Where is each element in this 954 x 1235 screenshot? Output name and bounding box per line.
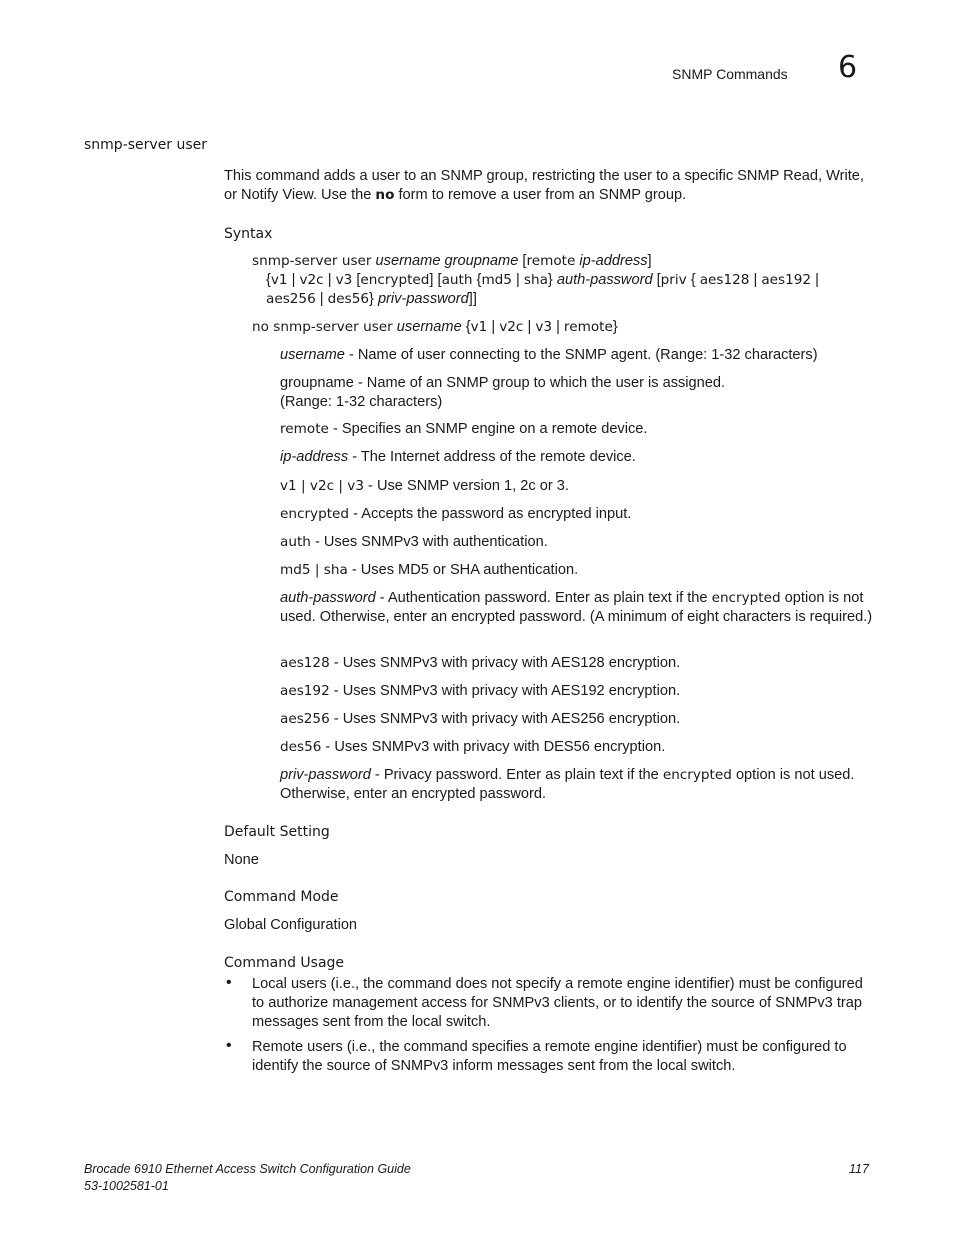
param-groupname: groupname - Name of an SNMP group to which the user is assigned. (Range: 1-32 characters) — [280, 375, 726, 410]
footer-guide-title: Brocade 6910 Ethernet Access Switch Configuration Guide — [84, 1162, 411, 1176]
command-mode-heading: Command Mode — [224, 889, 339, 905]
param-aes128: aes128 - Uses SNMPv3 with privacy with AES128 encryption. — [280, 655, 681, 671]
syntax-heading: Syntax — [224, 226, 273, 242]
param-ip-address: ip-address - The Internet address of the remote device. — [280, 449, 636, 465]
command-mode-value: Global Configuration — [224, 917, 358, 933]
command-title: snmp-server user — [84, 137, 208, 153]
footer-doc-number: 53-1002581-01 — [84, 1179, 169, 1193]
param-username: username - Name of user connecting to the SNMP agent. (Range: 1-32 characters) — [280, 347, 818, 363]
syntax-line-1: snmp-server user username groupname [remote ip-address] — [252, 253, 652, 269]
param-versions: v1 | v2c | v3 - Use SNMP version 1, 2c or 3. — [280, 478, 569, 494]
param-md5-sha: md5 | sha - Uses MD5 or SHA authentication. — [280, 562, 579, 578]
footer-page-number: 117 — [849, 1162, 869, 1176]
bullet-marker: • — [226, 1037, 232, 1054]
default-setting-heading: Default Setting — [224, 824, 330, 840]
param-encrypted: encrypted - Accepts the password as encrypted input. — [280, 506, 632, 522]
command-usage-heading: Command Usage — [224, 955, 345, 971]
usage-item: Local users (i.e., the command does not specify a remote engine identifier) must be configured to authorize management access for SNMPv3 clients, or to identify the source of SNMPv3 trap messages sent from the local switch. — [252, 976, 863, 1030]
bullet-marker: • — [226, 974, 232, 991]
syntax-line-3: aes256 | des56} priv-password]] — [266, 291, 477, 307]
default-setting-value: None — [224, 852, 259, 868]
chapter-number: 6 — [838, 50, 858, 85]
command-description: This command adds a user to an SNMP group, restricting the user to a specific SNMP Read, Write, or Notify View. Use the no form to remove a user from an SNMP group. — [224, 168, 864, 203]
syntax-line-2: {v1 | v2c | v3 [encrypted] [auth {md5 | sha} auth-password [priv { aes128 | aes192 | — [266, 272, 819, 288]
param-des56: des56 - Uses SNMPv3 with privacy with DES56 encryption. — [280, 739, 666, 755]
param-remote: remote - Specifies an SNMP engine on a remote device. — [280, 421, 648, 437]
param-auth-password: auth-password - Authentication password. Enter as plain text if the encrypted option is not used. Otherwise, enter an encrypted password. (A minimum of eight characters is required.) — [280, 590, 873, 625]
syntax-no-form: no snmp-server user username {v1 | v2c | v3 | remote} — [252, 319, 618, 335]
running-header-section: SNMP Commands — [672, 66, 788, 82]
param-aes256: aes256 - Uses SNMPv3 with privacy with AES256 encryption. — [280, 711, 681, 727]
param-aes192: aes192 - Uses SNMPv3 with privacy with AES192 encryption. — [280, 683, 681, 699]
usage-item: Remote users (i.e., the command specifies a remote engine identifier) must be configured to identify the source of SNMPv3 inform messages sent from the local switch. — [252, 1039, 847, 1074]
param-auth: auth - Uses SNMPv3 with authentication. — [280, 534, 548, 550]
param-priv-password: priv-password - Privacy password. Enter as plain text if the encrypted option is not used. Otherwise, enter an encrypted password. — [280, 767, 855, 802]
